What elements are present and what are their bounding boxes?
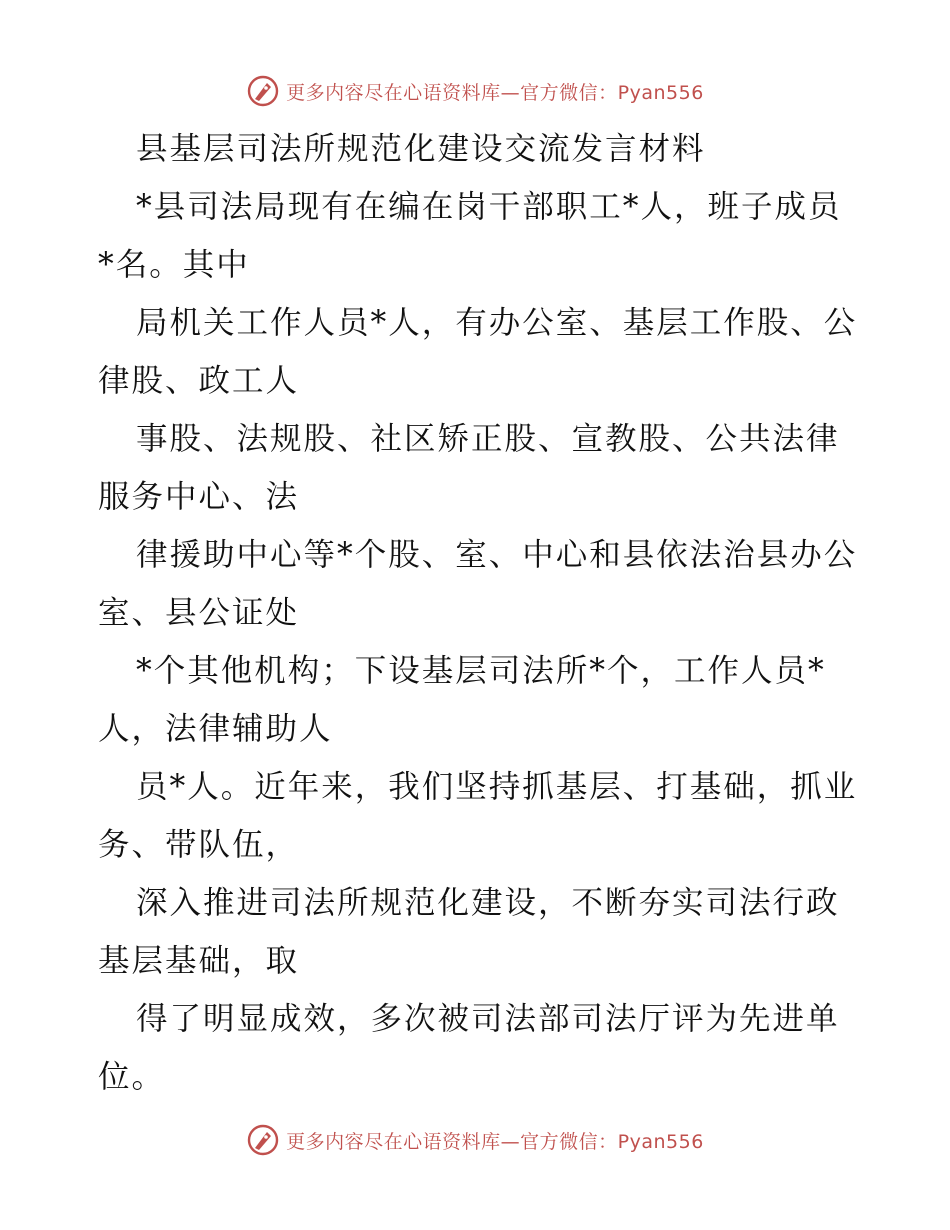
paragraph: 员*人。近年来，我们坚持抓基层、打基础，抓业务、带队伍，	[98, 769, 858, 863]
paragraph: 律援助中心等*个股、室、中心和县依法治县办公室、县公证处	[98, 537, 858, 631]
paragraph: 局机关工作人员*人，有办公室、基层工作股、公律股、政工人	[98, 305, 858, 399]
paragraph: 事股、法规股、社区矫正股、宣教股、公共法律服务中心、法	[98, 421, 840, 515]
pen-nib-logo-icon	[246, 74, 280, 108]
paragraph: *县司法局现有在编在岗干部职工*人，班子成员*名。其中	[98, 189, 842, 283]
document-title: 县基层司法所规范化建设交流发言材料	[136, 131, 706, 167]
watermark-text: 更多内容尽在心语资料库—官方微信：Pyan556	[286, 81, 704, 104]
footer-watermark	[0, 1120, 950, 1160]
paragraph: *个其他机构；下设基层司法所*个，工作人员*人，法律辅助人	[98, 653, 826, 747]
pen-nib-logo-icon	[246, 1123, 280, 1157]
document-body	[98, 120, 858, 1106]
paragraph: 深入推进司法所规范化建设，不断夯实司法行政基层基础，取	[98, 885, 840, 979]
header-watermark	[0, 71, 950, 111]
paragraph: 得了明显成效，多次被司法部司法厅评为先进单位。	[98, 1001, 840, 1095]
watermark-text: 更多内容尽在心语资料库—官方微信：Pyan556	[286, 1130, 704, 1153]
